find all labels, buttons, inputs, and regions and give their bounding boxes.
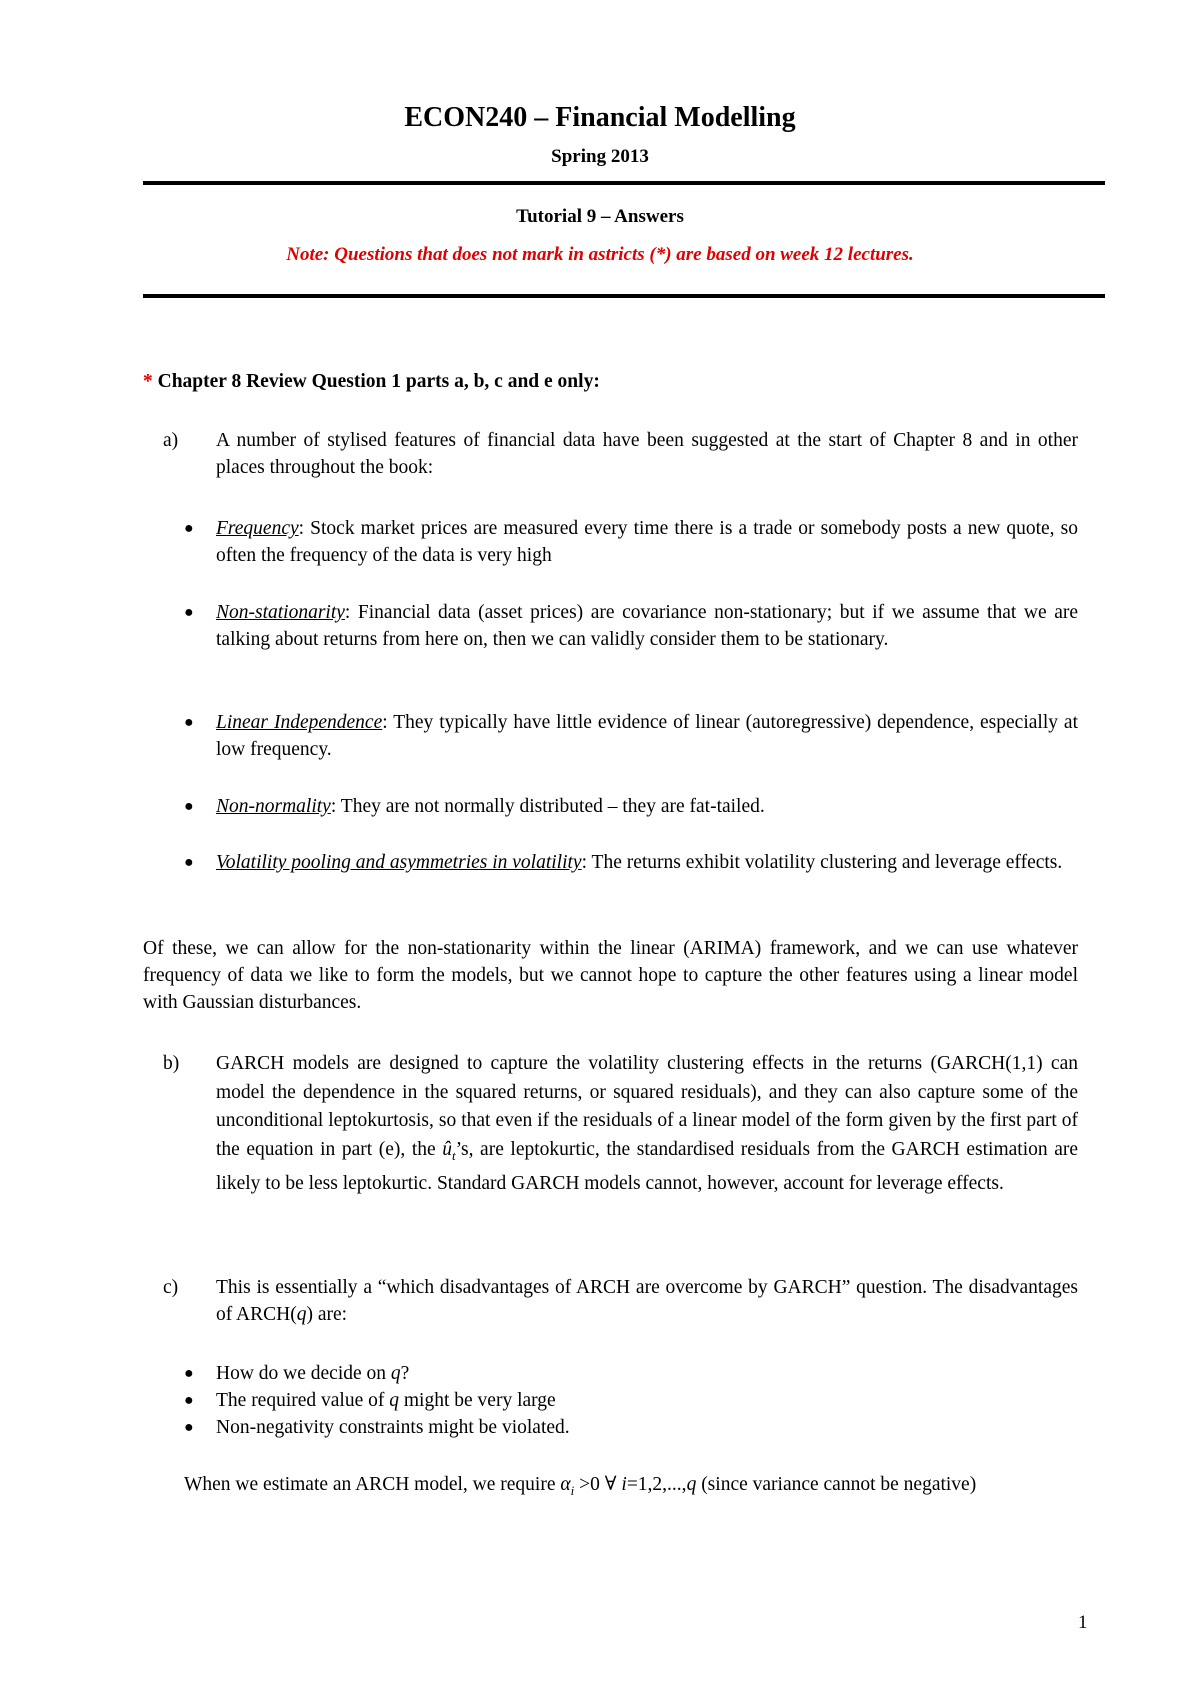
bullet-icon: ● (184, 520, 194, 537)
term-non-stationarity: Non-stationarity (216, 602, 345, 623)
bullet-icon: ● (184, 798, 194, 815)
asterisk-marker: * (143, 371, 153, 392)
top-rule (143, 181, 1105, 185)
bullet-frequency: Frequency: Stock market prices are measured every time there is a trade or somebody posts a new quote, so often the frequency of the data is very high (216, 518, 1078, 566)
arch-disadvantage-2: The required value of q might be very large (216, 1390, 556, 1411)
part-a-text: A number of stylised features of financial data have been suggested at the start of Chapter 8 and in other places throughout the book: (216, 430, 1078, 478)
alpha-symbol: α (560, 1474, 571, 1495)
part-c-label: c) (163, 1277, 179, 1298)
part-a-summary: Of these, we can allow for the non-stationarity within the linear (ARIMA) framework, and we can use whatever frequency of data we like to form the models, but we cannot hope to capture the other features using a linear model with Gaussian disturbances. (143, 938, 1078, 1013)
bullet-icon: ● (184, 1419, 194, 1436)
bullet-non-normality: Non-normality: They are not normally distributed – they are fat-tailed. (216, 796, 765, 817)
u-hat-symbol: û (442, 1138, 452, 1160)
bullet-icon: ● (184, 604, 194, 621)
bullet-icon: ● (184, 1365, 194, 1382)
bullet-icon: ● (184, 714, 194, 731)
part-b-text: GARCH models are designed to capture the volatility clustering effects in the returns (GARCH(1,1) can model the dependence in the squared returns, or squared residuals), and they can also capture some of the unconditional leptokurtosis, so that even if the residuals of a linear model of the form given by the first part of the equation in part (e), the $û_t’s$, are leptokurtic, the standardised residuals from the GARCH estimation are likely to be less leptokurtic. Standard GARCH models cannot, however, account for leverage effects. (216, 1053, 1078, 1194)
document-title: ECON240 – Financial Modelling (404, 102, 796, 133)
bottom-rule (143, 294, 1105, 298)
u-hat-subscript: t (451, 1147, 456, 1163)
bullet-non-stationarity: Non-stationarity: Financial data (asset prices) are covariance non-stationary; but if we assume that we are talking about returns from here on, then we can validly consider them to be stationary. (216, 602, 1078, 650)
lecture-note: Note: Questions that does not mark in astricts (*) are based on week 12 lectures. (286, 244, 914, 265)
part-c-text: This is essentially a “which disadvantages of ARCH are overcome by GARCH” question. The disadvantages of ARCH(q) are: (216, 1277, 1078, 1325)
arch-disadvantage-1: How do we decide on q? (216, 1363, 410, 1384)
page-number: 1 (1078, 1612, 1088, 1633)
arch-estimate-text: When we estimate an ARCH model, we require $\alpha_i >0$ ∀ i=1,2,...,q (since variance cannot be negative) (184, 1474, 977, 1498)
tutorial-heading: Tutorial 9 – Answers (516, 206, 684, 227)
question-heading (143, 368, 600, 395)
term-frequency: Frequency (216, 518, 299, 539)
question-heading-text: Chapter 8 Review Question 1 parts a, b, c and e only: (157, 371, 600, 392)
bullet-volatility-pooling: Volatility pooling and asymmetries in volatility: The returns exhibit volatility clustering and leverage effects. (216, 852, 1063, 873)
term-volatility-pooling: Volatility pooling and asymmetries in volatility (216, 852, 582, 873)
arch-disadvantage-3: Non-negativity constraints might be violated. (216, 1417, 570, 1438)
part-a-label: a) (163, 430, 179, 451)
semester-label: Spring 2013 (551, 146, 649, 167)
part-b-label: b) (163, 1053, 180, 1074)
term-linear-independence: Linear Independence (216, 712, 383, 733)
term-non-normality: Non-normality (216, 796, 331, 817)
bullet-linear-independence: Linear Independence: They typically have little evidence of linear (autoregressive) dependence, especially at low frequency. (216, 712, 1078, 760)
bullet-icon: ● (184, 854, 194, 871)
bullet-icon: ● (184, 1392, 194, 1409)
